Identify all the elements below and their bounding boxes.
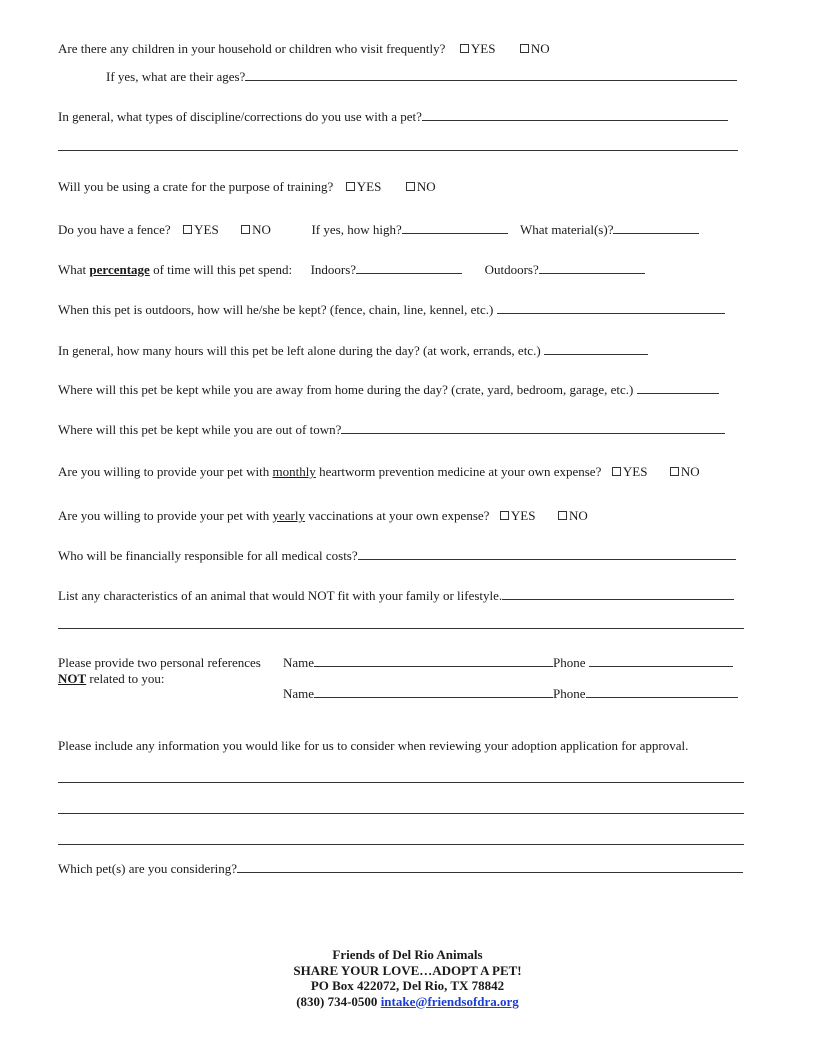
heartworm-no-label: NO bbox=[680, 464, 700, 479]
discipline-question-text: In general, what types of discipline/corrections do you use with a pet? bbox=[58, 109, 422, 124]
characteristics-row bbox=[58, 588, 734, 604]
indoors-field[interactable] bbox=[356, 262, 462, 274]
references-intro-line-2 bbox=[58, 671, 165, 687]
medical-costs-row bbox=[58, 548, 736, 564]
fence-height-field[interactable] bbox=[402, 222, 508, 234]
which-pets-question-text: Which pet(s) are you considering? bbox=[58, 861, 238, 876]
reference-1-name-field[interactable] bbox=[314, 655, 553, 667]
kept-away-field[interactable] bbox=[637, 382, 719, 394]
heartworm-row bbox=[58, 464, 700, 480]
percentage-bold-text: percentage bbox=[89, 262, 150, 277]
references-related-text: related to you: bbox=[89, 671, 165, 686]
outdoors-field[interactable] bbox=[539, 262, 645, 274]
additional-info-line-3[interactable] bbox=[58, 844, 744, 845]
discipline-row bbox=[58, 109, 728, 125]
reference-2-name-label: Name bbox=[283, 686, 315, 701]
ages-question-text: If yes, what are their ages? bbox=[106, 69, 246, 84]
discipline-field[interactable] bbox=[422, 109, 728, 121]
reference-1-row bbox=[283, 655, 733, 671]
crate-question-text: Will you be using a crate for the purpose of training? bbox=[58, 179, 334, 194]
outdoors-label: Outdoors? bbox=[484, 262, 539, 277]
children-no-checkbox[interactable] bbox=[520, 44, 529, 53]
footer bbox=[0, 947, 815, 1009]
which-pets-field[interactable] bbox=[237, 861, 743, 873]
fence-question-text: Do you have a fence? bbox=[58, 222, 171, 237]
outdoors-kept-row bbox=[58, 302, 725, 318]
vaccinations-pre-text: Are you willing to provide your pet with bbox=[58, 508, 270, 523]
reference-2-name-field[interactable] bbox=[314, 686, 553, 698]
heartworm-yes-checkbox[interactable] bbox=[612, 467, 621, 476]
footer-phone: (830) 734-0500 bbox=[296, 993, 378, 1009]
additional-info-line-1[interactable] bbox=[58, 782, 744, 783]
vaccinations-yes-checkbox[interactable] bbox=[500, 511, 509, 520]
crate-yes-checkbox[interactable] bbox=[346, 182, 355, 191]
fence-yes-checkbox[interactable] bbox=[183, 225, 192, 234]
crate-no-label: NO bbox=[416, 179, 436, 194]
references-intro-text: Please provide two personal references bbox=[58, 655, 261, 670]
additional-info-question-text: Please include any information you would like for us to consider when reviewing your adoption application for approval. bbox=[58, 738, 689, 753]
kept-away-question-text: Where will this pet be kept while you are away from home during the day? (crate, yard, bedroom, garage, etc.) bbox=[58, 382, 634, 397]
reference-2-phone-field[interactable] bbox=[586, 686, 738, 698]
children-yes-label: YES bbox=[470, 41, 496, 56]
footer-email-link[interactable]: intake@friendsofdra.org bbox=[380, 993, 519, 1009]
discipline-field-line-2[interactable] bbox=[58, 150, 738, 151]
out-of-town-field[interactable] bbox=[341, 422, 725, 434]
additional-info-row bbox=[58, 738, 688, 754]
percentage-post-text: of time will this pet spend: bbox=[153, 262, 293, 277]
medical-costs-field[interactable] bbox=[358, 548, 736, 560]
characteristics-field[interactable] bbox=[502, 588, 734, 600]
which-pets-row bbox=[58, 861, 743, 877]
references-intro-line-1 bbox=[58, 655, 261, 671]
heartworm-no-checkbox[interactable] bbox=[670, 467, 679, 476]
indoors-label: Indoors? bbox=[310, 262, 357, 277]
fence-row bbox=[58, 222, 699, 238]
hours-alone-question-text: In general, how many hours will this pet be left alone during the day? (at work, errands, etc.) bbox=[58, 343, 541, 358]
footer-address: PO Box 422072, Del Rio, TX 78842 bbox=[310, 978, 505, 993]
vaccinations-row bbox=[58, 508, 588, 524]
reference-1-phone-field[interactable] bbox=[589, 655, 733, 667]
crate-yes-label: YES bbox=[356, 179, 382, 194]
references-not-text: NOT bbox=[58, 671, 87, 686]
crate-row bbox=[58, 179, 436, 195]
ages-row bbox=[106, 69, 737, 85]
outdoors-kept-field[interactable] bbox=[497, 302, 725, 314]
ages-field[interactable] bbox=[245, 69, 737, 81]
heartworm-monthly-text: monthly bbox=[272, 464, 316, 479]
heartworm-post-text: heartworm prevention medicine at your own expense? bbox=[319, 464, 602, 479]
vaccinations-no-label: NO bbox=[568, 508, 588, 523]
fence-material-label: What material(s)? bbox=[519, 222, 614, 237]
reference-1-name-label: Name bbox=[283, 655, 315, 670]
additional-info-line-2[interactable] bbox=[58, 813, 744, 814]
reference-2-row bbox=[283, 686, 738, 702]
vaccinations-post-text: vaccinations at your own expense? bbox=[308, 508, 490, 523]
medical-costs-question-text: Who will be financially responsible for all medical costs? bbox=[58, 548, 358, 563]
out-of-town-row bbox=[58, 422, 725, 438]
out-of-town-question-text: Where will this pet be kept while you are out of town? bbox=[58, 422, 342, 437]
fence-yes-label: YES bbox=[194, 222, 219, 237]
vaccinations-yearly-text: yearly bbox=[272, 508, 305, 523]
children-question-text: Are there any children in your household or children who visit frequently? bbox=[58, 41, 446, 56]
characteristics-question-text: List any characteristics of an animal that would NOT fit with your family or lifestyle. bbox=[58, 588, 503, 603]
heartworm-yes-label: YES bbox=[622, 464, 648, 479]
heartworm-pre-text: Are you willing to provide your pet with bbox=[58, 464, 270, 479]
children-question-row bbox=[58, 41, 550, 57]
vaccinations-no-checkbox[interactable] bbox=[558, 511, 567, 520]
footer-contact bbox=[0, 994, 815, 1010]
outdoors-kept-question-text: When this pet is outdoors, how will he/she be kept? (fence, chain, line, kennel, etc.) bbox=[58, 302, 494, 317]
fence-material-field[interactable] bbox=[613, 222, 699, 234]
reference-1-phone-label: Phone bbox=[553, 655, 586, 670]
crate-no-checkbox[interactable] bbox=[406, 182, 415, 191]
vaccinations-yes-label: YES bbox=[510, 508, 536, 523]
kept-away-row bbox=[58, 382, 719, 398]
hours-alone-row bbox=[58, 343, 648, 359]
children-no-label: NO bbox=[530, 41, 550, 56]
fence-no-checkbox[interactable] bbox=[241, 225, 250, 234]
characteristics-field-line-2[interactable] bbox=[58, 628, 744, 629]
percentage-row bbox=[58, 262, 645, 278]
fence-height-label: If yes, how high? bbox=[311, 222, 402, 237]
children-yes-checkbox[interactable] bbox=[460, 44, 469, 53]
footer-slogan: SHARE YOUR LOVE…ADOPT A PET! bbox=[293, 962, 522, 978]
reference-2-phone-label: Phone bbox=[553, 686, 586, 701]
footer-org-name: Friends of Del Rio Animals bbox=[332, 947, 483, 962]
fence-no-label: NO bbox=[252, 222, 271, 237]
percentage-pre-text: What bbox=[58, 262, 87, 277]
hours-alone-field[interactable] bbox=[544, 343, 648, 355]
